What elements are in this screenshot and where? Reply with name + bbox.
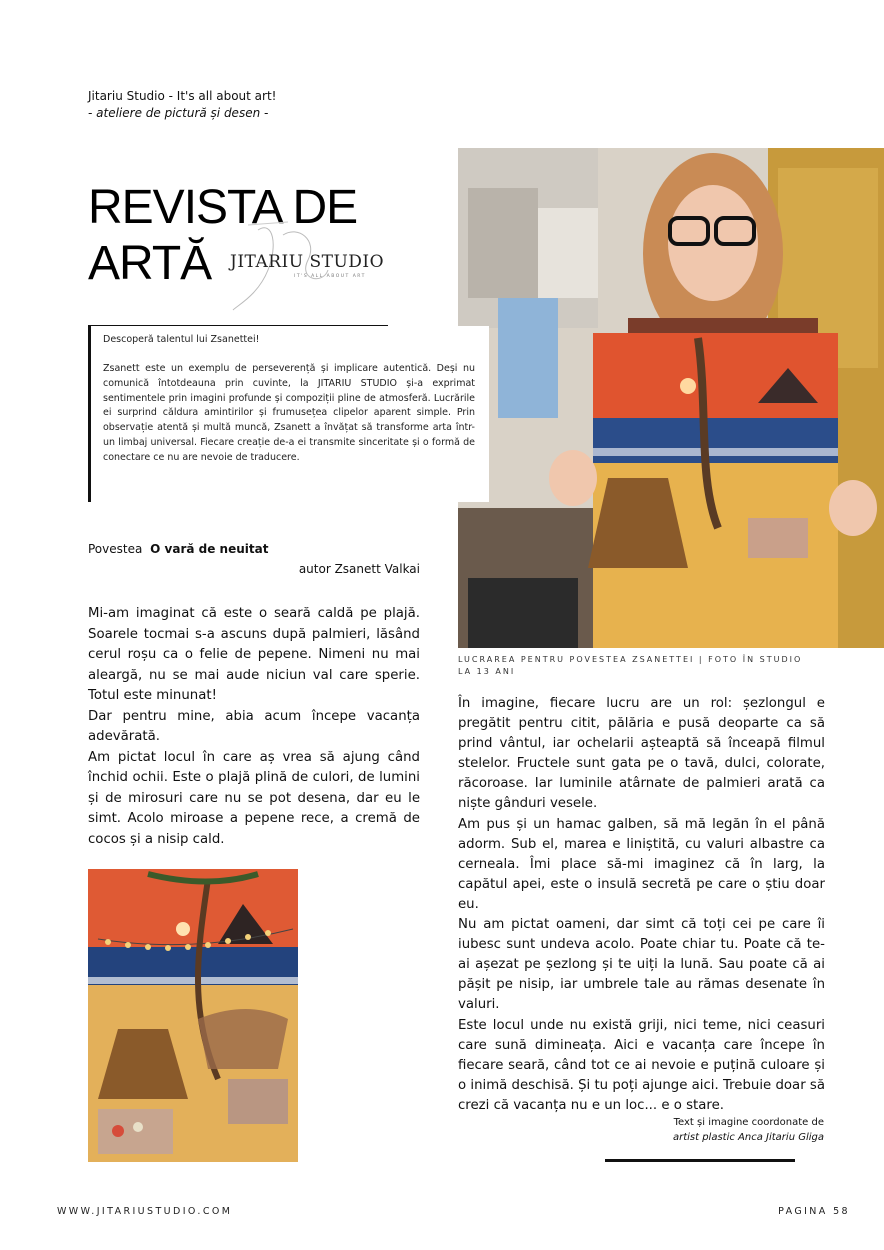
brand-subtitle: - ateliere de pictură și desen - — [88, 106, 269, 120]
intro-body: Zsanett este un exemplu de perseverență și implicare autentică. Deși nu comunică întotdeauna prin cuvinte, la JITARIU STUDIO și-a exprimat sentimentele prin imagini profunde și compoziții pline de atmosferă. Lucrările ei surprind căldura amintirilor și frumusețea clipelor aparent simple. Prin observație atentă și multă muncă, Zsanett a învățat să transforme arta într-un limbaj universal. Fiecare creație de-a ei transmite sinceritate și o formă de conectare ce nu are nevoie de traducere. — [103, 363, 475, 463]
brand-line: Jitariu Studio - It's all about art! — [88, 89, 277, 103]
intro-box — [88, 326, 489, 502]
credit-line-2: artist plastic Anca Jitariu Gliga — [672, 1132, 824, 1143]
story-label: Povestea — [88, 542, 143, 556]
photo-caption: LUCRAREA PENTRU POVESTEA ZSANETTEI | FOTO ÎN STUDIO LA 13 ANI — [458, 655, 803, 676]
title-line-2: ARTĂ — [88, 237, 212, 290]
studio-photo — [458, 148, 884, 648]
story-author: autor Zsanett Valkai — [298, 562, 420, 576]
story-left-column — [88, 604, 420, 850]
story-paragraph: Am pus și un hamac galben, să mă legăn în el până adorm. Sub el, marea e liniștită, cu valuri albastre ca cerneala. Îmi place să-mi imaginez că în larg, la capătul apei, este o insulă secretă pe care o știu doar eu. — [458, 816, 825, 912]
logo-tagline: IT'S ALL ABOUT ART — [294, 274, 366, 279]
footer-website[interactable]: WWW.JITARIUSTUDIO.COM — [57, 1206, 233, 1217]
credit-line-1: Text și imagine coordonate de — [673, 1117, 824, 1128]
header-brand — [88, 88, 276, 122]
story-paragraph: Este locul unde nu există griji, nici teme, nici ceasuri care sună dimineața. Aici e vacanța care începe în fiecare seară, când tot ce ai nevoie e puțină culoare și o inimă deschisă. Și tu poți ajunge aici. Trebuie doar să crezi că vacanța nu e un loc... e o stare. — [458, 1017, 825, 1113]
story-paragraph: Nu am pictat oameni, dar simt că toți cei pe care îi iubesc sunt undeva acolo. Poate chiar tu. Poate că te-ai așezat pe șezlong și te uiți la lună. Sau poate că ai pășit pe nisip, iar umbrele tale au rămas desenate în valuri. — [458, 917, 825, 1013]
logo-word: JITARIU STUDIO — [230, 252, 385, 272]
story-title: O vară de neuitat — [150, 542, 269, 556]
painting-image — [88, 869, 298, 1162]
credit — [560, 1115, 824, 1145]
title-line-1: REVISTA DE — [88, 181, 358, 234]
story-paragraph: În imagine, fiecare lucru are un rol: șezlongul e pregătit pentru citit, pălăria e pusă deoparte ca să prind vântul, iar ochelarii așteaptă să înceapă filmul stelelor. Fructele sunt gata pe o tavă, dulci, colorate, răcoroase. Iar luminile atârnate de palmieri arată ca niște gânduri vesele. — [458, 696, 825, 812]
credit-divider — [605, 1159, 795, 1162]
story-paragraph: Mi-am imaginat că este o seară caldă pe plajă. Soarele tocmai s-a ascuns după palmieri, lăsând cerul roșu ca o felie de pepene. Nimeni nu mai aleargă, nu se mai aude niciun val care sperie. Totul este minunat! — [88, 606, 420, 703]
page-number: PAGINA 58 — [778, 1206, 850, 1217]
intro-heading: Descoperă talentul lui Zsanettei! — [103, 334, 260, 345]
story-paragraph: Dar pentru mine, abia acum începe vacanța adevărată. — [88, 708, 420, 744]
story-paragraph: Am pictat locul în care aș vrea să ajung când închid ochii. Este o plajă plină de culori, de lumini și de mirosuri care nu se pot desena, dar eu le simt. Acolo miroase a pepene rece, a cremă de cocos și a nisip cald. — [88, 749, 420, 847]
studio-logo — [228, 230, 385, 300]
story-heading — [88, 542, 268, 556]
story-right-column — [458, 694, 825, 1116]
